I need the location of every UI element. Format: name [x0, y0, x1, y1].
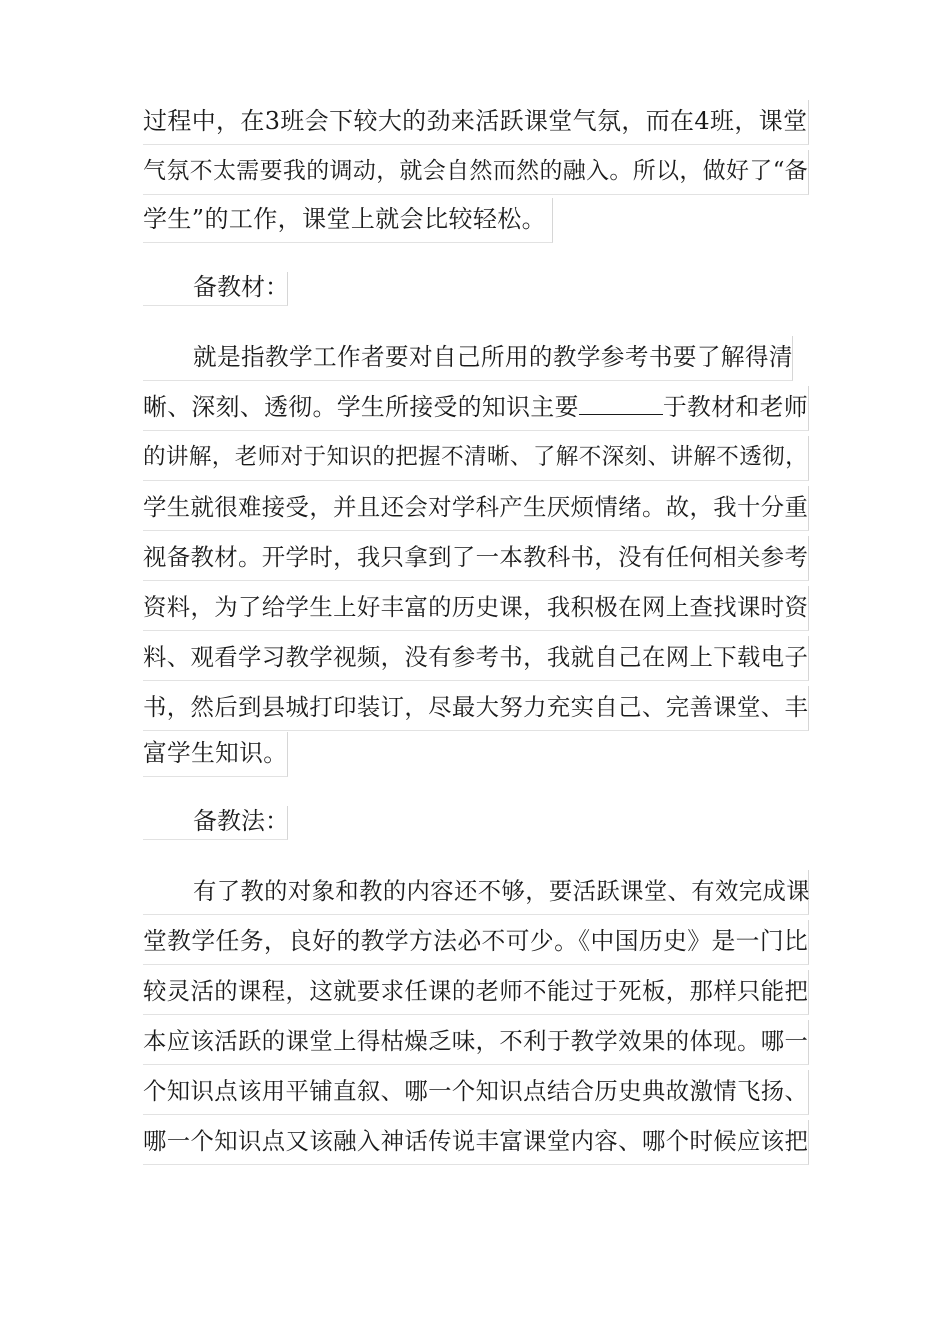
paragraph-line: 书，然后到县城打印装订，尽最大努力充实自己、完善课堂、丰: [143, 686, 809, 731]
paragraph-line: 就是指教学工作者要对自己所用的教学参考书要了解得清: [143, 336, 793, 381]
paragraph-line: 堂教学任务，良好的教学方法必不可少。《中国历史》是一门比: [143, 920, 809, 965]
paragraph-line: 资料，为了给学生上好丰富的历史课，我积极在网上查找课时资: [143, 586, 809, 631]
paragraph-line: 料、观看学习教学视频，没有参考书，我就自己在网上下载电子: [143, 636, 809, 681]
paragraph-line: 学生就很难接受，并且还会对学科产生厌烦情绪。故，我十分重: [143, 486, 809, 531]
paragraph-line: 的讲解，老师对于知识的把握不清晰、了解不深刻、讲解不透彻，: [143, 436, 809, 481]
paragraph-line: 学生”的工作，课堂上就会比较轻松。: [143, 198, 553, 243]
section-heading-methods: 备教法：: [143, 806, 288, 840]
paragraph-line: 较灵活的课程，这就要求任课的老师不能过于死板，那样只能把: [143, 970, 809, 1015]
paragraph-text-after-blank: 于教材和老师: [662, 393, 809, 421]
section-heading-materials: 备教材：: [143, 272, 288, 306]
fill-in-blank: [579, 392, 663, 415]
paragraph-line: 本应该活跃的课堂上得枯燥乏味，不利于教学效果的体现。哪一: [143, 1020, 809, 1065]
paragraph-line: 富学生知识。: [143, 732, 288, 777]
paragraph-line: [143, 386, 809, 431]
paragraph-line: 气氛不太需要我的调动，就会自然而然的融入。所以，做好了“备: [143, 150, 809, 195]
paragraph-line: 视备教材。开学时，我只拿到了一本教科书，没有任何相关参考: [143, 536, 809, 581]
paragraph-line: 过程中，在3班会下较大的劲来活跃课堂气氛，而在4班，课堂: [143, 100, 809, 145]
paragraph-line: 个知识点该用平铺直叙、哪一个知识点结合历史典故激情飞扬、: [143, 1070, 809, 1115]
paragraph-text-before-blank: 晰、深刻、透彻。学生所接受的知识主要: [143, 393, 579, 421]
paragraph-line: 哪一个知识点又该融入神话传说丰富课堂内容、哪个时候应该把: [143, 1120, 809, 1165]
paragraph-line: 有了教的对象和教的内容还不够，要活跃课堂、有效完成课: [143, 870, 809, 915]
